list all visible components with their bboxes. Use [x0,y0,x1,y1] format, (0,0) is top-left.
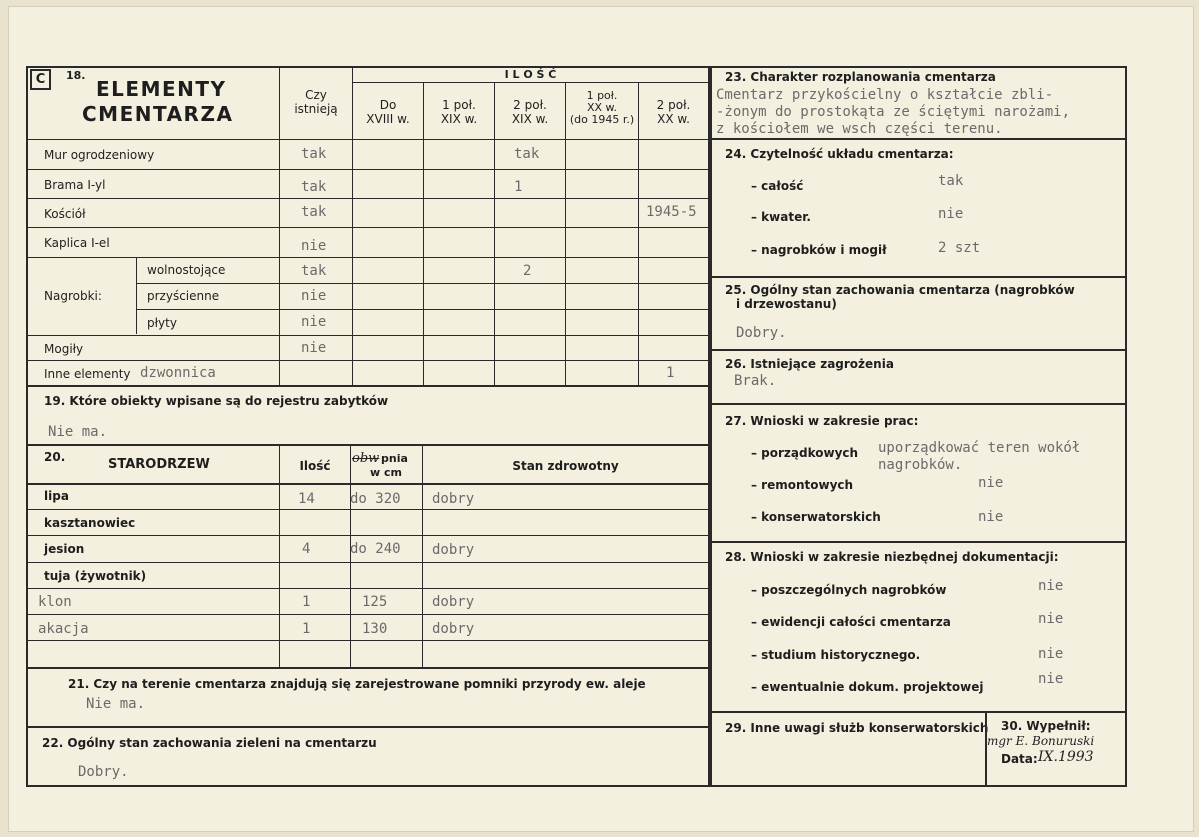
section-30-signature: mgr E. Bonuruski [987,734,1095,748]
jesion-stan: dobry [432,542,475,558]
tree-lipa: lipa [44,489,69,503]
header-ilosc: Ilość [299,459,331,473]
section-21-label: 21. Czy na terenie cmentarza znajdują się zarejestrowane pomniki przyrody ew. aleje [68,677,646,691]
section-23-line1: Cmentarz przykościelny o kształcie zbli- [716,87,1054,103]
czy-wolnostojace: tak [301,263,327,279]
section-18-number: 18. [66,69,86,82]
czy-istnieja-header: Czy istnieją [294,88,338,116]
col-header-2pol-xx: 2 poł. XX w. [656,98,691,126]
czy-przyscienne: nie [301,288,327,304]
tree-kasztanowiec: kasztanowiec [44,516,136,530]
section-28-value-studium: nie [1038,646,1064,662]
jesion-obw: do 240 [350,541,401,557]
section-27-value-porzadkowych: uporządkować teren wokół nagrobków. [878,440,1081,473]
akacja-obw: 130 [362,621,388,637]
section-27-item-konserwatorskich: – konserwatorskich [751,510,881,524]
section-27-value-remontowych: nie [978,475,1004,491]
row-label-brama: Brama I-yl [44,178,106,192]
row-label-mogily: Mogiły [44,342,84,356]
section-23-line3: z kościołem we wsch części terenu. [716,121,1003,137]
tree-tuja: tuja (żywotnik) [44,569,147,583]
section-22-value: Dobry. [78,764,129,780]
section-24-item-kwater: – kwater. [751,210,811,224]
row-label-mur: Mur ogrodzeniowy [44,148,155,162]
klon-stan: dobry [432,594,475,610]
section-30-label: 30. Wypełnił: [1001,719,1091,733]
section-23-line2: -żonym do prostokąta ze ściętymi narożami, [716,104,1071,120]
tree-klon: klon [38,594,72,610]
section-24-value-calosc: tak [938,173,964,189]
section-19-label: 19. Które obiekty wpisane są do rejestru zabytków [44,394,389,408]
tree-akacja: akacja [38,621,89,637]
section-25-label-line2: i drzewostanu) [736,297,837,311]
section-23-label: 23. Charakter rozplanowania cmentarza [725,70,996,84]
czy-kaplica: nie [301,238,327,254]
lipa-stan: dobry [432,491,475,507]
lipa-obw: do 320 [350,491,401,507]
akacja-ilosc: 1 [302,621,311,637]
lipa-ilosc: 14 [298,491,315,507]
section-27-value-konserwatorskich: nie [978,509,1004,525]
section-20-number: 20. [44,450,66,464]
czy-kosciol: tak [301,204,327,220]
akacja-stan: dobry [432,621,475,637]
czy-plyty: nie [301,314,327,330]
section-22-label: 22. Ogólny stan zachowania zieleni na cmentarzu [42,736,377,750]
section-27-item-porzadkowych: – porządkowych [751,446,859,460]
section-18-title-line1: ELEMENTY [96,77,227,101]
section-29-label: 29. Inne uwagi służb konserwatorskich [725,721,989,735]
section-28-value-projektowej: nie [1038,671,1064,687]
inne-elementy-value: dzwonnica [140,365,216,381]
col-header-xviii: Do XVIII w. [366,98,410,126]
row-label-kaplica: Kaplica I-el [44,236,110,250]
section-27-item-remontowych: – remontowych [751,478,854,492]
ilosc-header: I L O Ś Ć [504,68,557,81]
section-30-data-value: IX.1993 [1038,749,1094,765]
section-26-value: Brak. [734,373,777,389]
section-28-value-poszczegolnych: nie [1038,578,1064,594]
section-21-value: Nie ma. [86,696,146,712]
section-26-label: 26. Istniejące zagrożenia [725,357,894,371]
col-header-1pol-xx: 1 poł. XX w. (do 1945 r.) [569,89,635,126]
row-label-plyty: płyty [147,316,177,330]
tree-jesion: jesion [44,542,85,556]
section-28-item-projektowej: – ewentualnie dokum. projektowej [751,680,984,694]
col-header-2pol-xix: 2 poł. XIX w. [511,98,549,126]
row-label-inne: Inne elementy [44,367,131,381]
cemetery-record-form [26,66,1127,786]
section-25-label-line1: 25. Ogólny stan zachowania cmentarza (nagrobków [725,283,1075,297]
section-20-title: STARODRZEW [108,457,210,472]
wolnostojace-2pol-xix: 2 [523,263,532,279]
czy-mur: tak [301,146,327,162]
section-24-item-nagrobkow: – nagrobków i mogił [751,243,887,257]
section-19-value: Nie ma. [48,424,108,440]
row-label-kosciol: Kościół [44,207,86,221]
section-24-value-kwater: nie [938,206,964,222]
mur-2pol-xix: tak [514,146,540,162]
section-25-value: Dobry. [736,325,787,341]
klon-ilosc: 1 [302,594,311,610]
section-28-value-ewidencji: nie [1038,611,1064,627]
section-18-title-line2: CMENTARZA [82,102,234,126]
inne-2pol-xx: 1 [666,365,675,381]
section-28-item-studium: – studium historycznego. [751,648,921,662]
obw-handwritten: obw [352,451,380,466]
section-30-data-label: Data: [1001,752,1038,766]
czy-mogily: nie [301,340,327,356]
section-27-label: 27. Wnioski w zakresie prac: [725,414,919,428]
section-24-item-calosc: – całość [751,179,804,193]
kosciol-2pol-xx: 1945-5 [646,204,697,220]
header-obw-line2: w cm [370,466,402,479]
header-stan: Stan zdrowotny [512,459,619,473]
header-obw-line1: pnia [381,452,408,465]
section-28-label: 28. Wnioski w zakresie niezbędnej dokumentacji: [725,550,1059,564]
brama-2pol-xix: 1 [514,179,523,195]
row-label-przyscienne: przyścienne [147,289,220,303]
row-label-nagrobki: Nagrobki: [44,289,102,303]
klon-obw: 125 [362,594,388,610]
section-28-item-ewidencji: – ewidencji całości cmentarza [751,615,951,629]
section-24-value-nagrobkow: 2 szt [938,240,981,256]
col-header-1pol-xix: 1 poł. XIX w. [440,98,478,126]
czy-brama: tak [301,179,327,195]
row-label-wolnostojace: wolnostojące [147,263,226,277]
section-badge: C [30,69,51,90]
section-28-item-poszczegolnych: – poszczególnych nagrobków [751,583,947,597]
section-24-label: 24. Czytelność układu cmentarza: [725,147,954,161]
jesion-ilosc: 4 [302,541,311,557]
